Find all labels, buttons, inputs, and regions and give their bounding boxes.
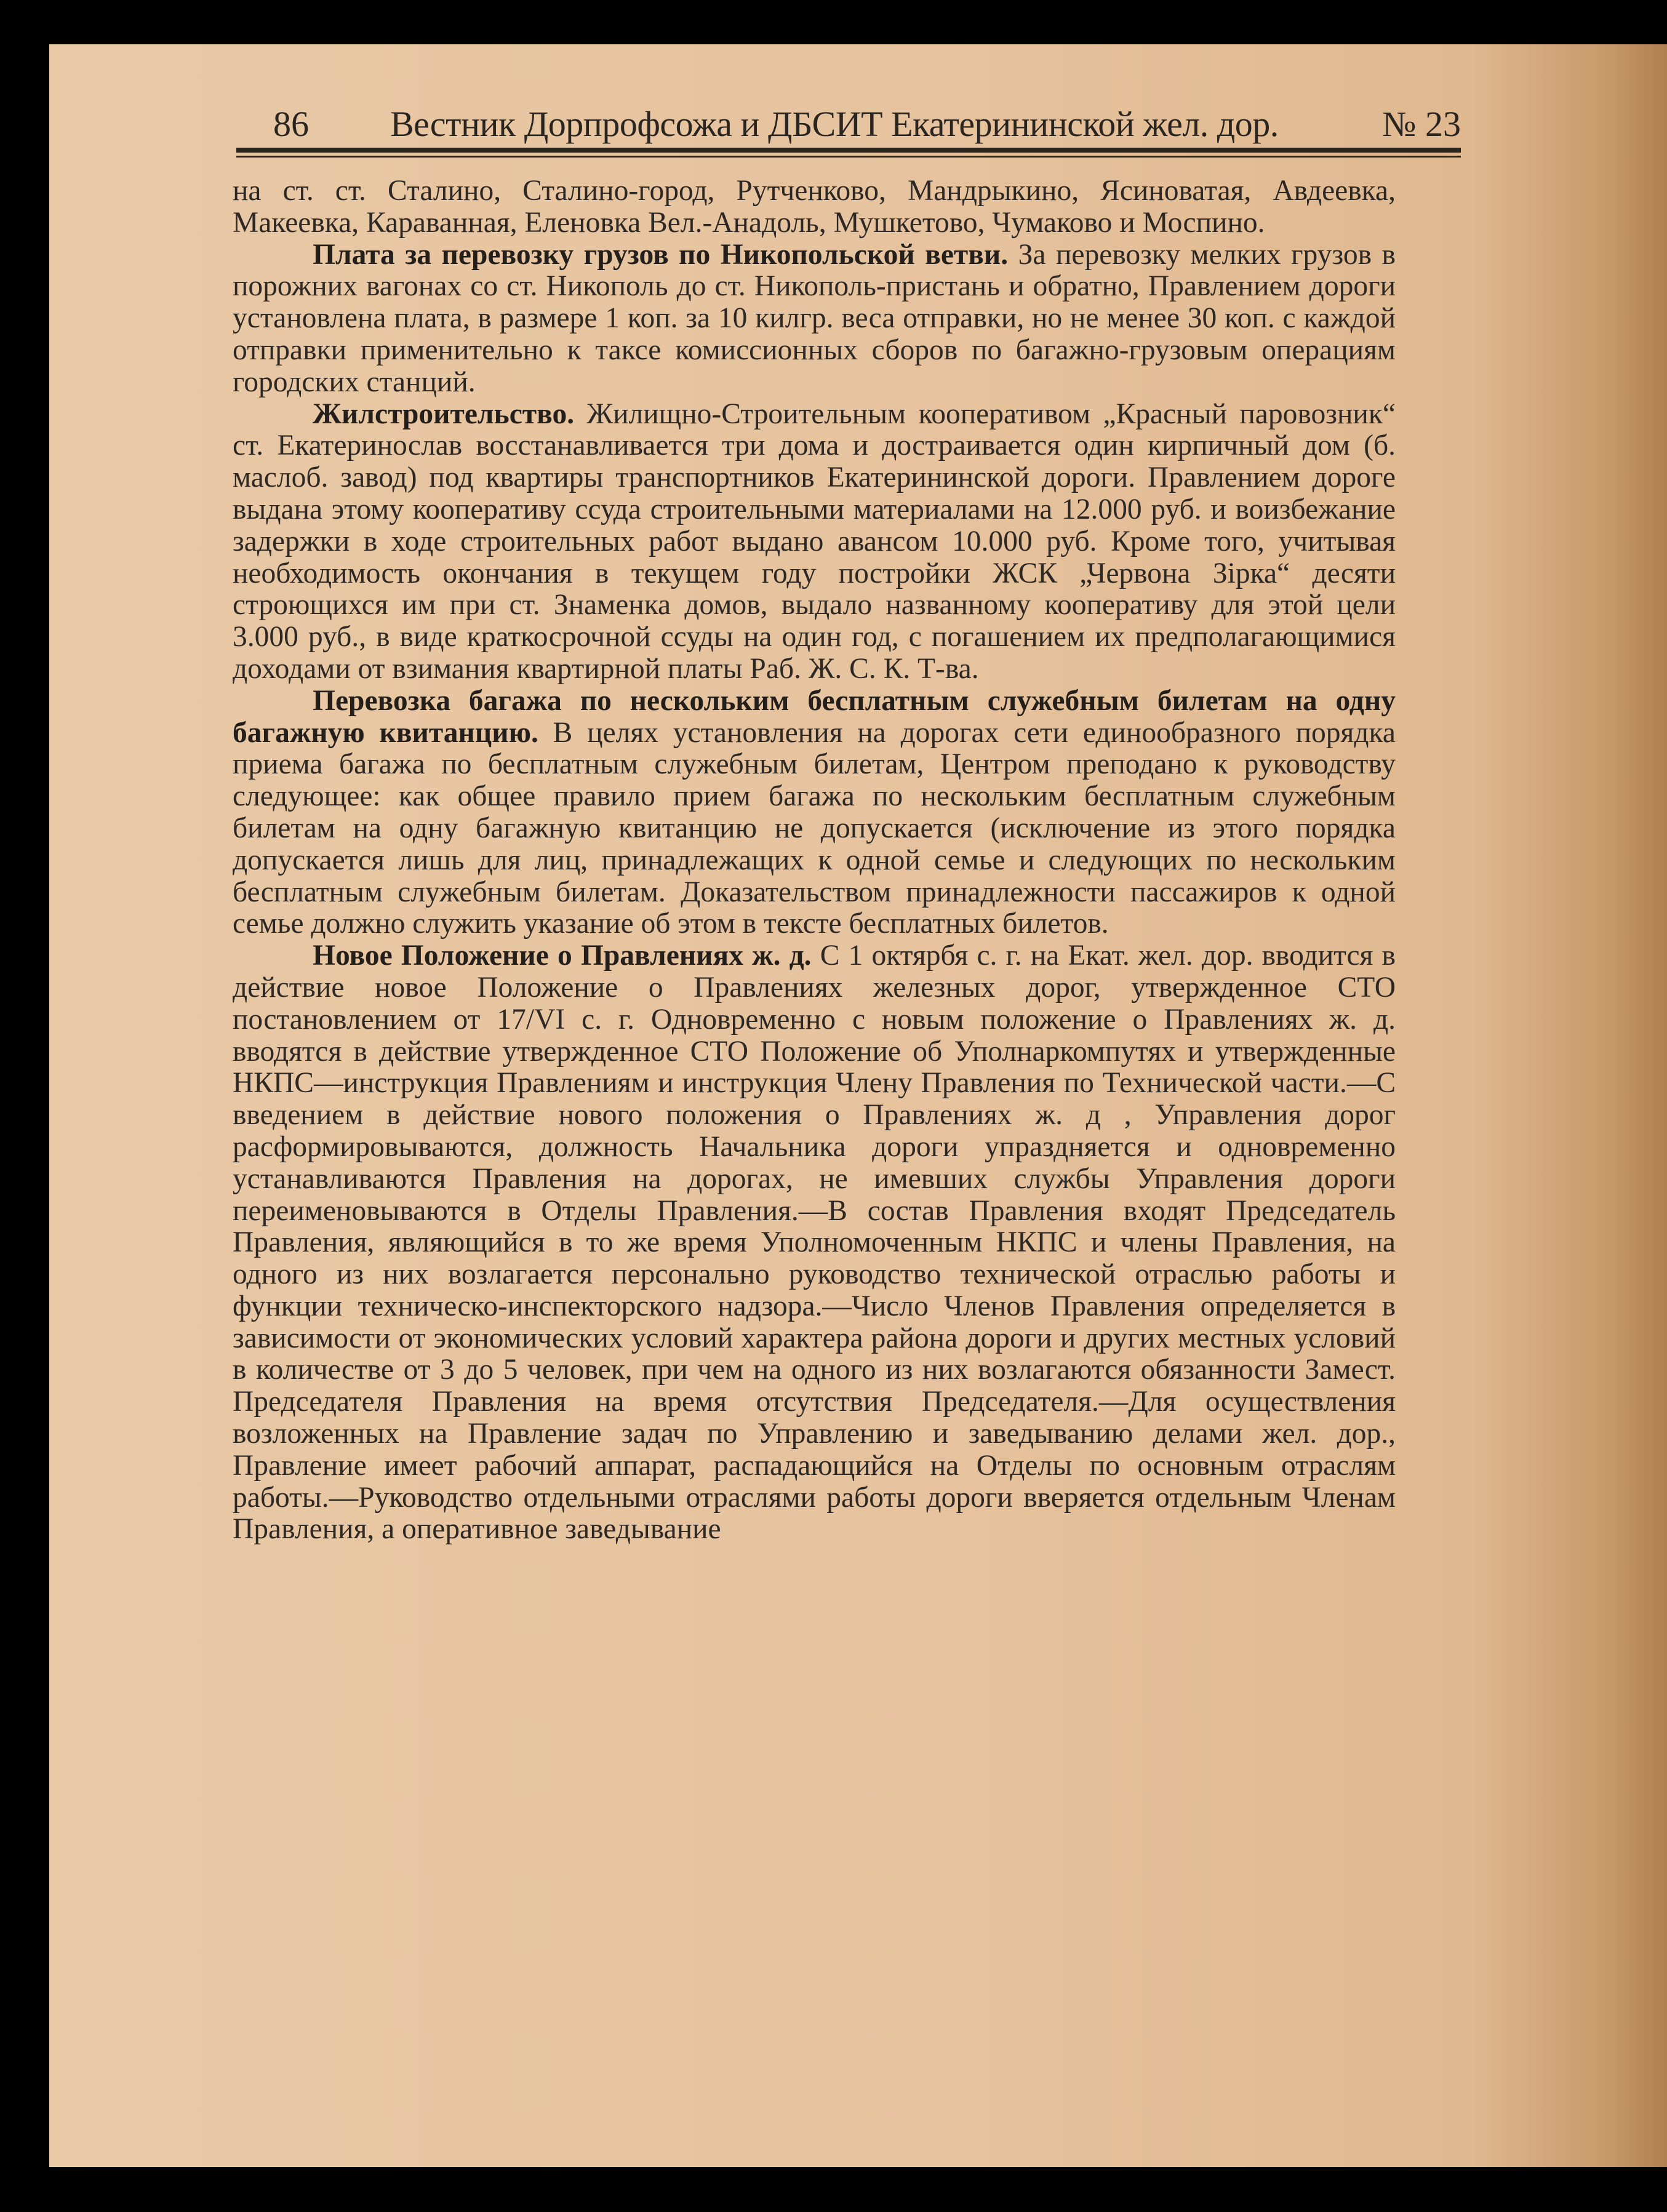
- paragraph-text: Жилищно-Строительным кооперативом „Красный паровозник“ ст. Екатеринослав восстанавливается три дома и достраивается один кирпичный дом (б. маслоб. завод) под квартиры транспортников Екатерининской дороги. Правлением дороге выдана этому кооперативу ссуда строительными материалами на 12.000 руб. и воизбежание задержки в ходе строительных работ выдано авансом 10.000 руб. Кроме того, учитывая необходимость окончания в текущем году постройки ЖСК „Червона Зірка“ десяти строющихся им при ст. Знаменка домов, выдало названному кооперативу для этой цели 3.000 руб., в виде краткосрочной ссуды на один год, с погашением их предполагающимися доходами от взимания квартирной платы Раб. Ж. С. К. Т-ва.: [233, 397, 1396, 685]
- paragraph-2: [233, 399, 1396, 685]
- header-rule-thin: [236, 156, 1461, 158]
- paragraph-heading: Перевозка багажа по нескольким бесплатным служебным билетам на одну багажную квитанцию.: [233, 684, 1396, 749]
- paragraph-heading: Новое Положение о Правлениях ж. д.: [313, 940, 820, 972]
- paragraph-text: За перевозку мелких грузов в порожних вагонах со ст. Никополь до ст. Никополь-пристань и обратно, Правлением дороги установлена плата, в размере 1 коп. за 10 килгр. веса отправки, но не менее 30 коп. с каждой отправки применительно к таксе комиссионных сборов по багажно-грузовым операциям городских станций.: [233, 238, 1396, 398]
- journal-title: Вестник Дорпрофсожа и ДБСИТ Екатерининской жел. дор.: [390, 104, 1279, 144]
- paragraph-3: [233, 685, 1396, 940]
- article-body: [233, 175, 1396, 1546]
- paragraph-text: В целях установления на дорогах сети единообразного порядка приема багажа по бесплатным служебным билетам, Центром преподано к руководству следующее: как общее правило прием багажа по нескольким бесплатным служебным билетам на одну багажную квитанцию не допускается (исключение из этого порядка допускается лишь для лиц, принадлежащих к одной семье и следующих по нескольким бесплатным служебным билетам. Доказательством принадлежности пассажиров к одной семье должно служить указание об этом в тексте бесплатных билетов.: [233, 716, 1396, 940]
- paragraph-heading: Жилстроительство.: [313, 397, 587, 430]
- header-rule-thick: [236, 148, 1461, 153]
- paragraph-text: на ст. ст. Сталино, Сталино-город, Рутченково, Мандрыкино, Ясиноватая, Авдеевка, Макеевка, Караванная, Еленовка Вел.-Анадоль, Мушкетово, Чумаково и Моспино.: [233, 175, 1396, 239]
- paragraph-1: [233, 239, 1396, 399]
- page-number: 86: [273, 104, 309, 144]
- paragraph-heading: Плата за перевозку грузов по Никопольской ветви.: [313, 238, 1018, 271]
- page-edge-stain: [1612, 44, 1667, 2167]
- issue-number: № 23: [1382, 104, 1461, 144]
- paragraph-0: [233, 175, 1396, 239]
- paragraph-text: С 1 октярбя с. г. на Екат. жел. дор. вводится в действие новое Положение о Правлениях железных дорог, утвержденное СТО постановлением от 17/VI с. г. Одновременно с новым положение о Правлениях ж. д. вводятся в действие утвержденное СТО Положение об Уполнаркомпутях и утвержденные НКПС—инструкция Правлениям и инструкция Члену Правления по Технической части.—С введением в действие нового положения о Правлениях ж. д , Управления дорог расформировываются, должность Начальника дороги упраздняется и одновременно устанавливаются Правления на дорогах, не имевших службы Управления дороги переименовываются в Отделы Правления.—В состав Правления входят Председатель Правления, являющийся в то же время Уполномоченным НКПС и члены Правления, на одного из них возлагается персонально руководство технической отраслью работы и функции техническо-инспекторского надзора.—Число Членов Правления определяется в зависимости от экономических условий характера района дороги и других местных условий в количестве от 3 до 5 человек, при чем на одного из них возлагаются обязанности Замест. Председателя Правления на время отсутствия Председателя.—Для осуществления возложенных на Правление задач по Управлению и заведыванию делами жел. дор., Правление имеет рабочий аппарат, распадающийся на Отделы по основным отраслям работы.—Руководство отдельными отраслями работы дороги вверяется отдельным Членам Правления, а оперативное заведывание: [233, 940, 1396, 1546]
- paragraph-4: [233, 940, 1396, 1546]
